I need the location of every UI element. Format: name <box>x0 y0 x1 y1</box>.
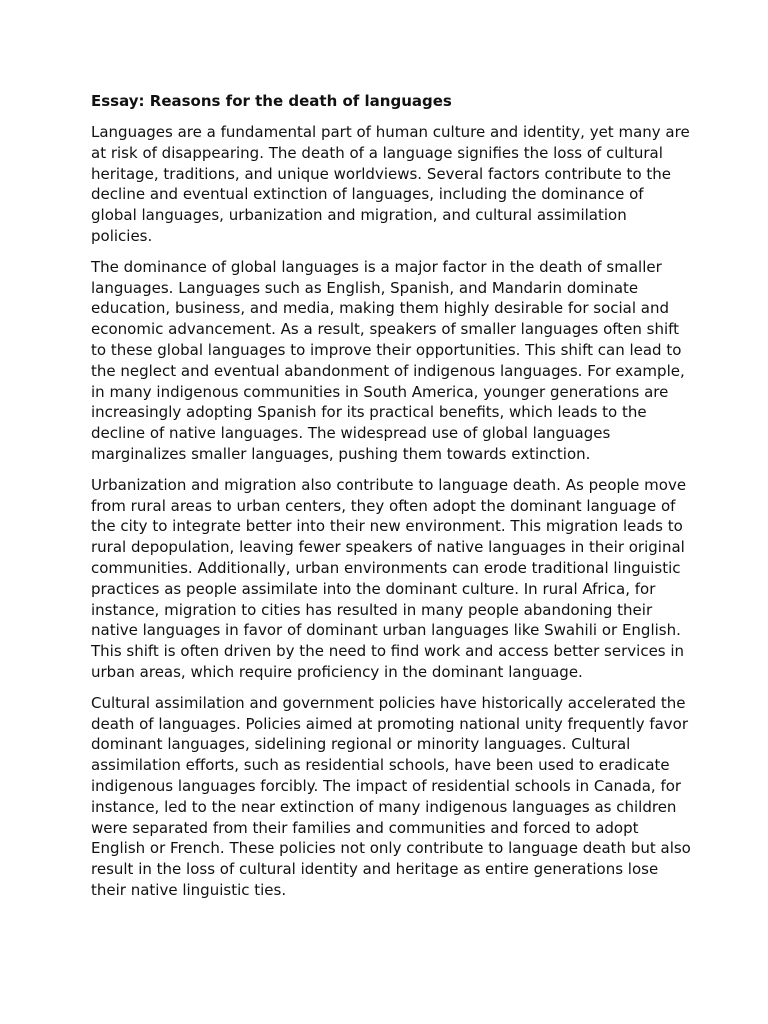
paragraph-urbanization-migration: Urbanization and migration also contribute to language death. As people move from rural areas to urban centers, they often adopt the dominant language of the city to integrate better into their new environment. This migration leads to rural depopulation, leaving fewer speakers of native languages in their original communities. Additionally, urban environments can erode traditional linguistic practices as people assimilate into the dominant culture. In rural Africa, for instance, migration to cities has resulted in many people abandoning their native languages in favor of dominant urban languages like Swahili or English. This shift is often driven by the need to find work and access better services in urban areas, which require proficiency in the dominant language. <box>91 475 687 681</box>
essay-body <box>91 90 691 911</box>
paragraph-cultural-assimilation: Cultural assimilation and government policies have historically accelerated the death of languages. Policies aimed at promoting national unity frequently favor dominant languages, sidelining regional or minority languages. Cultural assimilation efforts, such as residential schools, have been used to eradicate indigenous languages forcibly. The impact of residential schools in Canada, for instance, led to the near extinction of many indigenous languages as children were separated from their families and communities and forced to adopt English or French. These policies not only contribute to language death but also result in the loss of cultural identity and heritage as entire generations lose their native linguistic ties. <box>91 693 691 899</box>
essay-title: Essay: Reasons for the death of languages <box>91 92 452 110</box>
paragraph-global-languages: The dominance of global languages is a major factor in the death of smaller languages. Languages such as English, Spanish, and Mandarin dominate education, business, and media, making them highly desirable for social and economic advancement. As a result, speakers of smaller languages often shift to these global languages to improve their opportunities. This shift can lead to the neglect and eventual abandonment of indigenous languages. For example, in many indigenous communities in South America, younger generations are increasingly adopting Spanish for its practical benefits, which leads to the decline of native languages. The widespread use of global languages marginalizes smaller languages, pushing them towards extinction. <box>91 257 685 463</box>
paragraph-introduction: Languages are a fundamental part of human culture and identity, yet many are at risk of disappearing. The death of a language signifies the loss of cultural heritage, traditions, and unique worldviews. Several factors contribute to the decline and eventual extinction of languages, including the dominance of global languages, urbanization and migration, and cultural assimilation policies. <box>91 123 690 245</box>
